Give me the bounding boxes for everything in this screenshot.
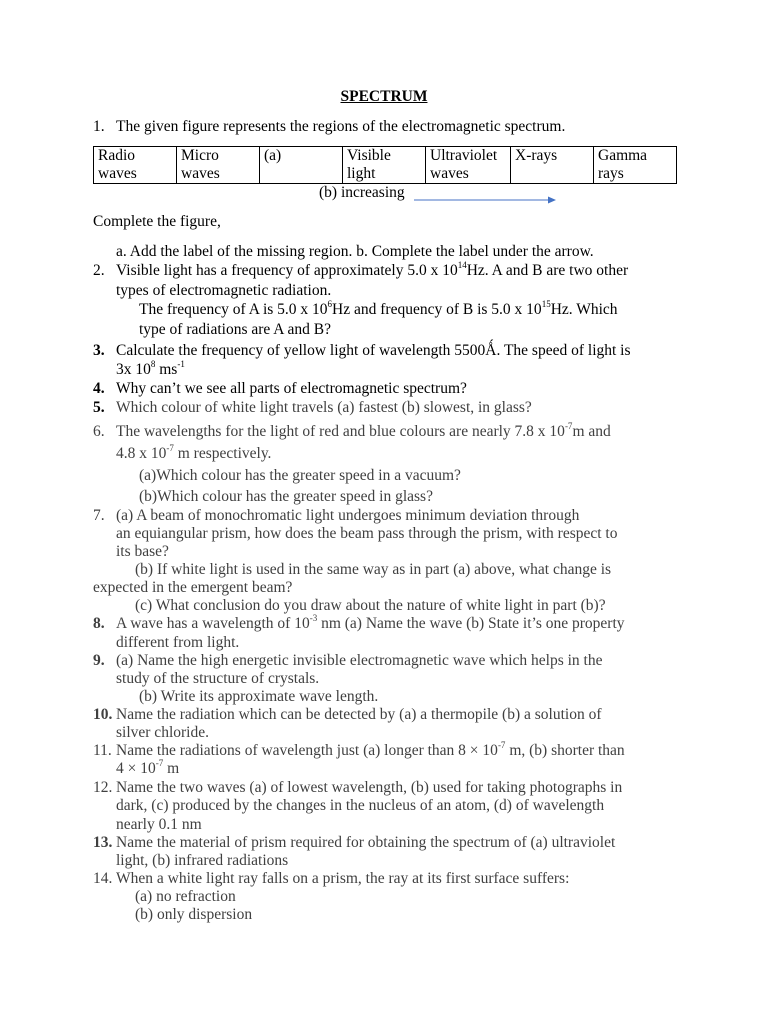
spectrum-cell (594, 147, 677, 184)
q14-option-a: (a) no refraction (135, 888, 236, 905)
cell-line2: waves (98, 165, 137, 182)
q3-number: 3. (93, 342, 105, 359)
cell-line1: Visible (347, 147, 391, 164)
q13-line1: Name the material of prism required for obtaining the spectrum of (a) ultraviolet (116, 834, 616, 851)
q6-line1: The wavelengths for the light of red and blue colours are nearly 7.8 x $10^{-7}m$ and (116, 420, 611, 440)
q2-line2: types of electromagnetic radiation. (116, 282, 332, 299)
q9-number: 9. (93, 652, 105, 669)
cell-line1: Micro (181, 147, 219, 164)
q11-line2: $4 \times 10^{-7}$ m (116, 757, 180, 777)
q2-line4: type of radiations are A and B? (139, 321, 331, 338)
q7-line4: (b) If white light is used in the same way as in part (a) above, what change is (135, 561, 612, 578)
q11-line1: Name the radiations of wavelength just (a) longer than $8 \times 10^{-7}$ m, (b) shorter than (116, 739, 625, 759)
q1-sub-parts: a. Add the label of the missing region. b. Complete the label under the arrow. (116, 243, 594, 260)
spectrum-cell (343, 147, 426, 184)
q3-line2: 3x $10^8$ $ms^{-1}$ (116, 358, 185, 378)
q4-number: 4. (93, 380, 105, 397)
cell-line2: light (347, 165, 376, 182)
spectrum-cell-missing (260, 147, 343, 184)
spectrum-cell (426, 147, 511, 184)
q12-number: 12. (93, 779, 113, 796)
q14-option-b: (b) only dispersion (135, 906, 253, 923)
q8-line1: A wave has a wavelength of $10^{-3}$ nm (a) Name the wave (b) State it’s one property (116, 612, 625, 632)
q5-text: Which colour of white light travels (a) fastest (b) slowest, in glass? (116, 399, 532, 416)
q5-number: 5. (93, 399, 105, 416)
q9-line3: (b) Write its approximate wave length. (139, 688, 379, 705)
page-title: SPECTRUM (340, 88, 428, 105)
q13-line2: light, (b) infrared radiations (116, 852, 289, 869)
spectrum-cell (94, 147, 177, 184)
cell-line1: Gamma (598, 147, 648, 164)
q1-text: The given figure represents the regions of the electromagnetic spectrum. (116, 118, 566, 135)
q6-line2: 4.8 x $10^{-7}$ m respectively. (116, 442, 272, 462)
cell-line2: waves (181, 165, 220, 182)
q10-line1: Name the radiation which can be detected by (a) a thermopile (b) a solution of (116, 706, 602, 723)
q6-line3: (a)Which colour has the greater speed in a vacuum? (139, 467, 461, 484)
q12-line1: Name the two waves (a) of lowest wavelength, (b) used for taking photographs in (116, 779, 623, 796)
q8-number: 8. (93, 615, 105, 632)
q12-line3: nearly 0.1 nm (116, 816, 202, 833)
q4-text: Why can’t we see all parts of electromagnetic spectrum? (116, 380, 467, 397)
q1-number: 1. (93, 118, 105, 135)
q7-line2: an equiangular prism, how does the beam pass through the prism, with respect to (116, 525, 618, 542)
cell-line2: waves (430, 165, 469, 182)
q7-line3: its base? (116, 543, 169, 560)
q3-line1: Calculate the frequency of yellow light of wavelength 5500Ǻ. The speed of light is (116, 342, 631, 359)
q14-number: 14. (93, 870, 113, 887)
spectrum-table (93, 146, 677, 184)
q14-line1: When a white light ray falls on a prism, the ray at its first surface suffers: (116, 870, 570, 887)
q7-number: 7. (93, 507, 105, 524)
q2-line3: The frequency of A is 5.0 x $10^6Hz$ and frequency of B is 5.0 x $10^{15}Hz$. Which (139, 298, 618, 318)
increasing-arrow-icon (412, 192, 558, 208)
spectrum-row (94, 147, 677, 184)
q7-line6: (c) What conclusion do you draw about the nature of white light in part (b)? (135, 597, 606, 614)
arrow-label: (b) increasing (319, 184, 405, 201)
spectrum-cell (177, 147, 260, 184)
q9-line2: study of the structure of crystals. (116, 670, 320, 687)
q6-line4: (b)Which colour has the greater speed in glass? (139, 488, 433, 505)
cell-line1: X-rays (515, 147, 558, 164)
cell-line1: (a) (264, 147, 282, 164)
q2-line1: Visible light has a frequency of approximately 5.0 x $10^{14}Hz$. A and B are two other (116, 259, 629, 279)
q7-line5: expected in the emergent beam? (93, 579, 293, 596)
q8-line2: different from light. (116, 634, 240, 651)
q7-line1: (a) A beam of monochromatic light undergoes minimum deviation through (116, 507, 580, 524)
cell-line2: rays (598, 165, 624, 182)
q2-number: 2. (93, 262, 105, 279)
q10-line2: silver chloride. (116, 724, 209, 741)
complete-figure-text: Complete the figure, (93, 213, 221, 230)
q9-line1: (a) Name the high energetic invisible electromagnetic wave which helps in the (116, 652, 603, 669)
spectrum-cell (511, 147, 594, 184)
q11-number: 11. (93, 742, 112, 759)
q13-number: 13. (93, 834, 113, 851)
q12-line2: dark, (c) produced by the changes in the nucleus of an atom, (d) of wavelength (116, 797, 605, 814)
q10-number: 10. (93, 706, 113, 723)
cell-line1: Ultraviolet (430, 147, 498, 164)
cell-line1: Radio (98, 147, 136, 164)
q6-number: 6. (93, 423, 105, 440)
